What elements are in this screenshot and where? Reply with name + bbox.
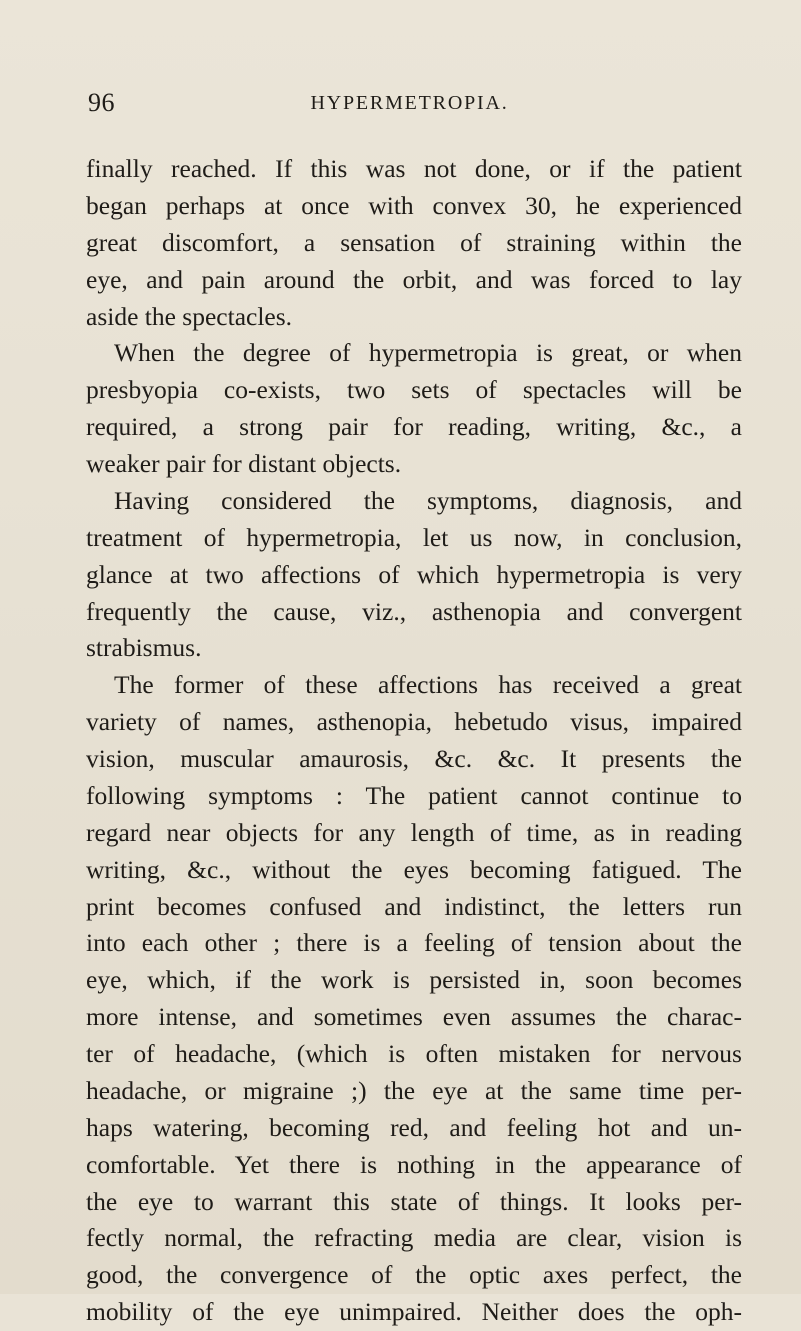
text-line: more intense, and sometimes even assumes the charac-: [86, 1002, 742, 1032]
text-line: comfortable. Yet there is nothing in the appearance of: [86, 1149, 742, 1179]
text-line: headache, or migraine ;) the eye at the same time per-: [86, 1075, 742, 1105]
text-line: writing, &c., without the eyes becoming fatigued. The: [86, 854, 742, 884]
text-line: the eye to warrant this state of things. It looks per-: [86, 1186, 742, 1216]
text-line: mobility of the eye unimpaired. Neither does the oph-: [86, 1297, 742, 1327]
text-line: fectly normal, the refracting media are clear, vision is: [86, 1223, 742, 1253]
text-line: strabismus.: [86, 633, 202, 663]
text-line: treatment of hypermetropia, let us now, in conclusion,: [86, 522, 742, 552]
text-line: vision, muscular amaurosis, &c. &c. It presents the: [86, 744, 742, 773]
text-line: great discomfort, a sensation of straining within the: [86, 227, 742, 257]
text-line: When the degree of hypermetropia is great, or when: [114, 338, 742, 368]
page-number: 96: [88, 88, 115, 117]
running-head: HYPERMETROPIA.: [310, 92, 509, 114]
text-line: aside the spectacles.: [86, 301, 293, 331]
text-line: The former of these affections has received a great: [114, 670, 742, 700]
text-line: following symptoms : The patient cannot continue to: [86, 780, 742, 810]
text-line: Having considered the symptoms, diagnosis, and: [114, 485, 742, 515]
text-line: required, a strong pair for reading, writing, &c., a: [86, 412, 742, 442]
text-line: eye, and pain around the orbit, and was forced to lay: [86, 264, 742, 294]
text-line: good, the convergence of the optic axes perfect, the: [86, 1260, 742, 1290]
text-line: glance at two affections of which hypermetropia is very: [86, 559, 742, 589]
text-line: presbyopia co-exists, two sets of spectacles will be: [86, 375, 742, 405]
text-line: began perhaps at once with convex 30, he experienced: [86, 190, 742, 220]
text-line: regard near objects for any length of time, as in reading: [86, 817, 742, 847]
text-line: into each other ; there is a feeling of tension about the: [86, 928, 742, 958]
text-line: finally reached. If this was not done, or if the patient: [86, 154, 742, 183]
text-line: ter of headache, (which is often mistaken for nervous: [86, 1039, 742, 1068]
text-line: frequently the cause, viz., asthenopia and convergent: [86, 596, 742, 626]
text-line: eye, which, if the work is persisted in, soon becomes: [86, 965, 742, 995]
body-text: [86, 151, 742, 1331]
text-line: print becomes confused and indistinct, the letters run: [86, 891, 742, 921]
text-line: variety of names, asthenopia, hebetudo visus, impaired: [86, 707, 742, 737]
text-line: weaker pair for distant objects.: [86, 449, 402, 478]
text-line: haps watering, becoming red, and feeling hot and un-: [86, 1112, 742, 1142]
